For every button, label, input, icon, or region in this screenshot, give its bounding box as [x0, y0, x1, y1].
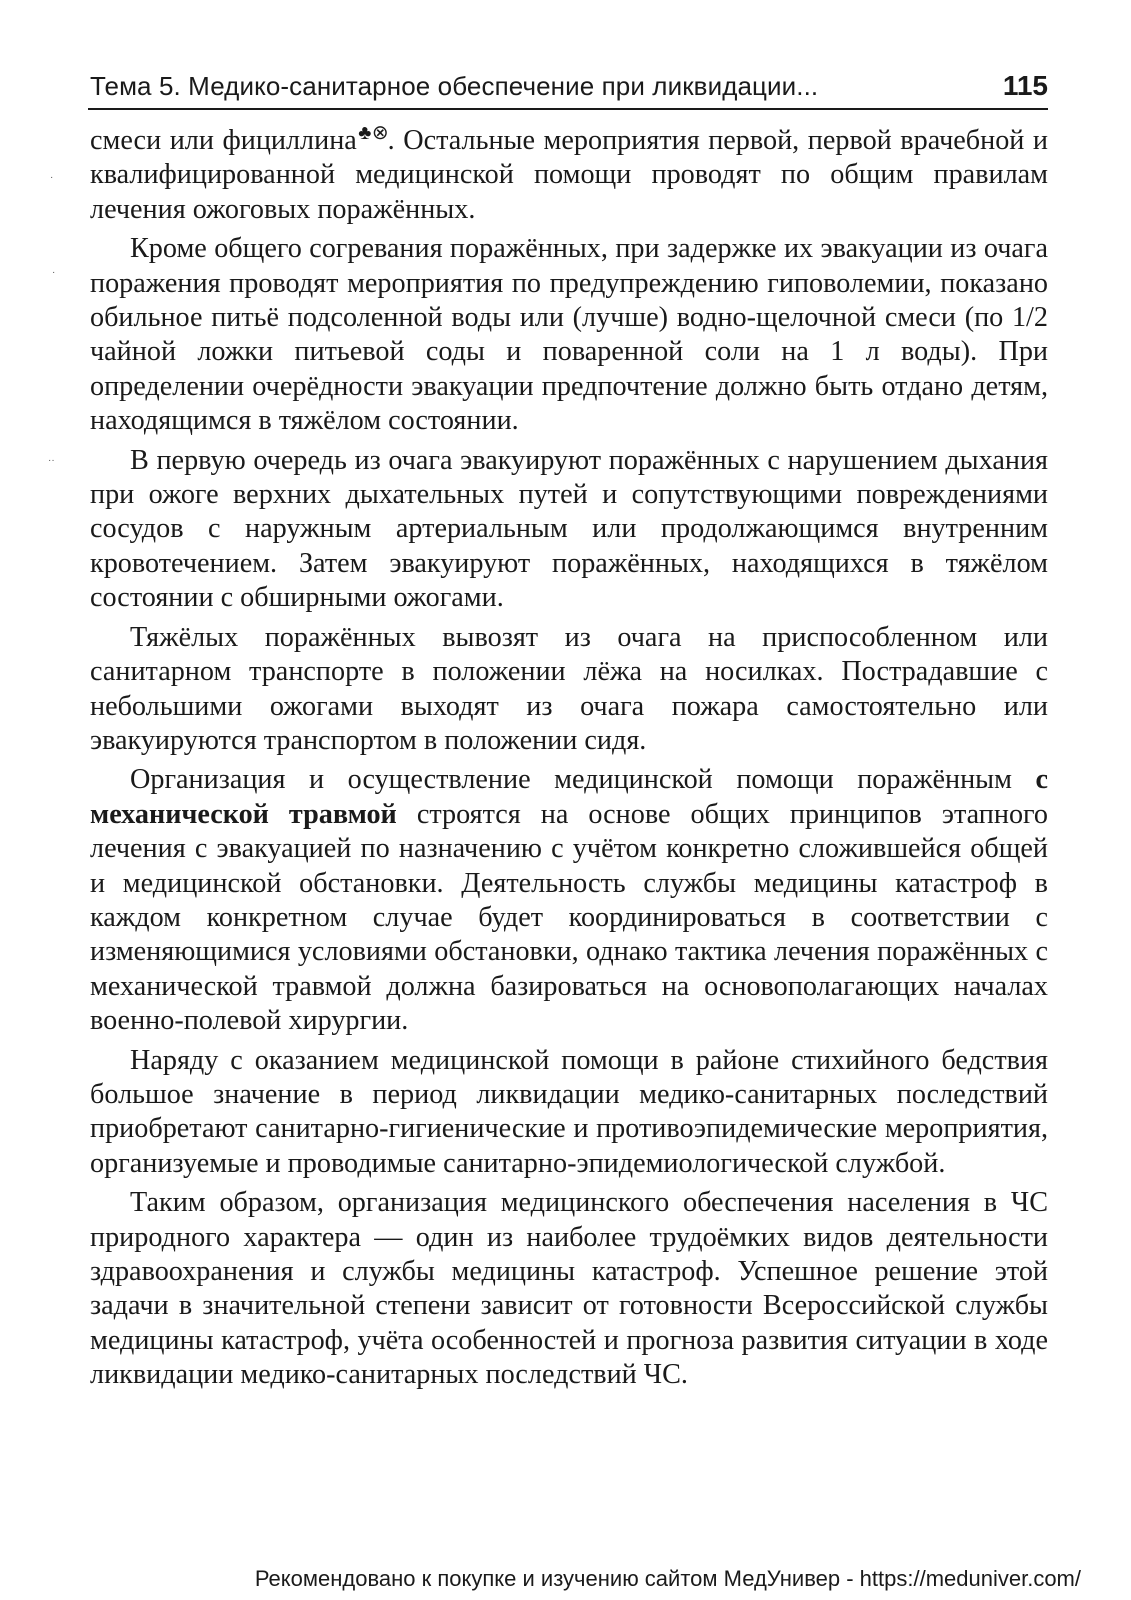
paragraph-mechanical-trauma	[90, 763, 1048, 1038]
header-divider	[88, 108, 1048, 110]
bold-term: с механической травмой	[90, 764, 1048, 830]
running-header-title: Тема 5. Медико-санитарное обеспечение при ликвидации...	[90, 71, 819, 101]
paragraph-text: смеси или фициллина	[90, 125, 357, 156]
margin-speck: ·	[50, 172, 54, 183]
paragraph-text: . Остальные мероприятия первой, первой врачебной и квалифицированной медицинской помощи проводят по общим правилам лечения ожоговых поражённых.	[90, 125, 1048, 225]
paragraph-continuation	[90, 124, 1048, 227]
paragraph-evacuation-warming: Кроме общего согревания поражённых, при задержке их эвакуации из очага поражения проводят мероприятия по предупреждению гиповолемии, показано обильное питьё подсоленной воды или (лучше) водно-щелочной смеси (по 1/2 чайной ложки питьевой соды и поваренной соли на 1 л воды). При определении очерёдности эвакуации предпочтение должно быть отдано детям, находящимся в тяжёлом состоянии.	[90, 233, 1048, 437]
paragraph-text: Тяжёлых поражённых вывозят из очага на приспособленном или санитарном транспорте в положении лёжа на носилках. Пострадавшие с небольшими ожогами выходят из очага пожара самостоятельно или эвакуируются транспортом в положении сидя.	[90, 621, 1048, 756]
main-text	[90, 124, 1048, 1393]
paragraph-evacuation-priority: В первую очередь из очага эвакуируют поражённых с нарушением дыхания при ожоге верхних дыхательных путей и сопутствующими повреждениями сосудов с наружным артериальным или продолжающимся внутренним кровотечением. Затем эвакуируют поражённых, находящихся в тяжёлом состоянии с обширными ожогами.	[90, 444, 1048, 614]
running-header	[90, 62, 1048, 102]
paragraph-text: строятся на основе общих принципов этапного лечения с эвакуацией по назначению с учётом конкретно сложившейся общей и медицинской обстановки. Деятельность службы медицины катастроф в каждом конкретном случае будет координироваться в соответствии с изменяющимися условиями обстановки, однако тактика лечения поражённых с механической травмой должна базироваться на основополагающих началах военно-полевой хирургии.	[90, 798, 1048, 1037]
paragraph-sanitary-measures: Наряду с оказанием медицинской помощи в районе стихийного бедствия большое значение в период ликвидации медико-санитарных последствий приобретают санитарно-гигиенические и противоэпидемические мероприятия, организуемые и проводимые санитарно-эпидемиологической службой.	[90, 1044, 1048, 1179]
margin-speck: ··	[48, 455, 55, 466]
paragraph-conclusion: Таким образом, организация медицинского обеспечения населения в ЧС природного характера — один из наиболее трудоёмких видов деятельности здравоохранения и службы медицины катастроф. Успешное решение этой задачи в значительной степени зависит от готовности Всероссийской службы медицины катастроф, учёта особенностей и прогноза развития ситуации в ходе ликвидации медико-санитарных последствий ЧС.	[90, 1187, 1048, 1391]
paragraph-text: Организация и осуществление медицинской помощи поражённым	[130, 764, 1036, 796]
watermark-footer: Рекомендовано к покупке и изучению сайтом МедУнивер - https://meduniver.com/	[254, 1566, 1081, 1591]
annotation-marks-icon: ♣⊗	[356, 122, 388, 144]
paragraph-transport	[90, 621, 1048, 759]
page-number: 115	[1002, 70, 1048, 101]
margin-speck: ·	[52, 267, 56, 278]
